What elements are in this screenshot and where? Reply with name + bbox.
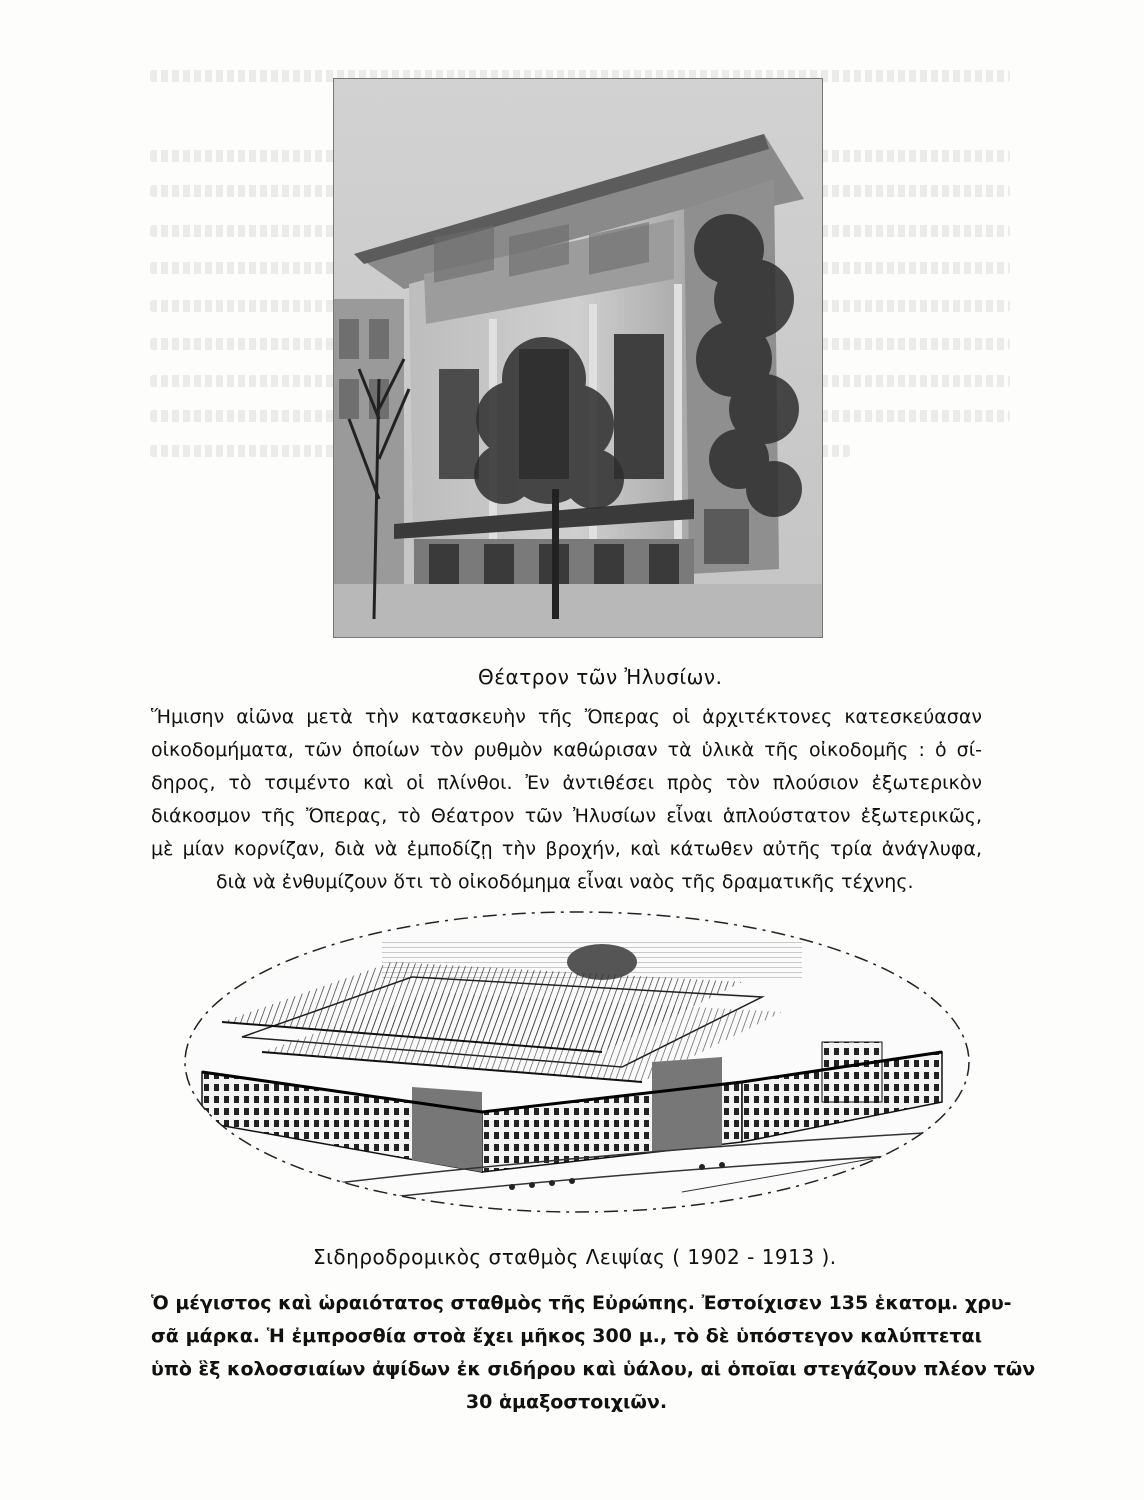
station-engraving <box>182 902 972 1222</box>
station-description <box>151 1287 1036 1419</box>
text-line: μὲ μίαν κορνίζαν, διὰ νὰ ἐμποδίζῃ τὴν βροχήν, καὶ κάτωθεν αὐτῆς τρία ἀνάγλυφα, <box>151 838 982 860</box>
text-line: Ὁ μέγιστος καὶ ὡραιότατος σταθμὸς τῆς Εὐρώπης. Ἐστοίχισεν 135 ἑκατομ. χρυ- <box>151 1292 1012 1314</box>
text-line: Ἥμισην αἰῶνα μετὰ τὴν κατασκευὴν τῆς Ὄπερας οἱ ἀρχιτέκτονες κατεσκεύασαν <box>151 706 982 728</box>
text-line: ὑπὸ ἓξ κολοσσιαίων ἀψίδων ἐκ σιδήρου καὶ ὑάλου, αἱ ὁποῖαι στεγάζουν πλέον τῶν <box>151 1358 1036 1380</box>
theatre-description <box>151 701 982 899</box>
text-line: σᾶ μάρκα. Ἡ ἐμπροσθία στοὰ ἔχει μῆκος 300 μ., τὸ δὲ ὑπόστεγον καλύπτεται <box>151 1325 982 1347</box>
text-line: οἰκοδομήματα, τῶν ὁποίων τὸν ρυθμὸν καθώρισαν τὰ ὑλικὰ τῆς οἰκοδομῆς : ὁ σί- <box>151 739 982 761</box>
engraving-caption: Σιδηροδρομικὸς σταθμὸς Λειψίας ( 1902 - 1913 ). <box>313 1245 837 1269</box>
text-line: 30 ἁμαξοστοιχιῶν. <box>465 1391 668 1413</box>
text-line: διὰ νὰ ἐνθυμίζουν ὅτι τὸ οἰκοδόμημα εἶναι ναὸς τῆς δραματικῆς τέχνης. <box>216 871 914 893</box>
photo-caption: Θέατρον τῶν Ἠλυσίων. <box>478 665 723 689</box>
theatre-photo <box>333 78 823 638</box>
text-line: δηρος, τὸ τσιμέντο καὶ οἱ πλίνθοι. Ἐν ἀντιθέσει πρὸς τὸν πλούσιον ἐξωτερικὸν <box>151 772 982 794</box>
text-line: διάκοσμον τῆς Ὄπερας, τὸ Θέατρον τῶν Ἠλυσίων εἶναι ἁπλούστατον ἐξωτερικῶς, <box>151 805 982 827</box>
